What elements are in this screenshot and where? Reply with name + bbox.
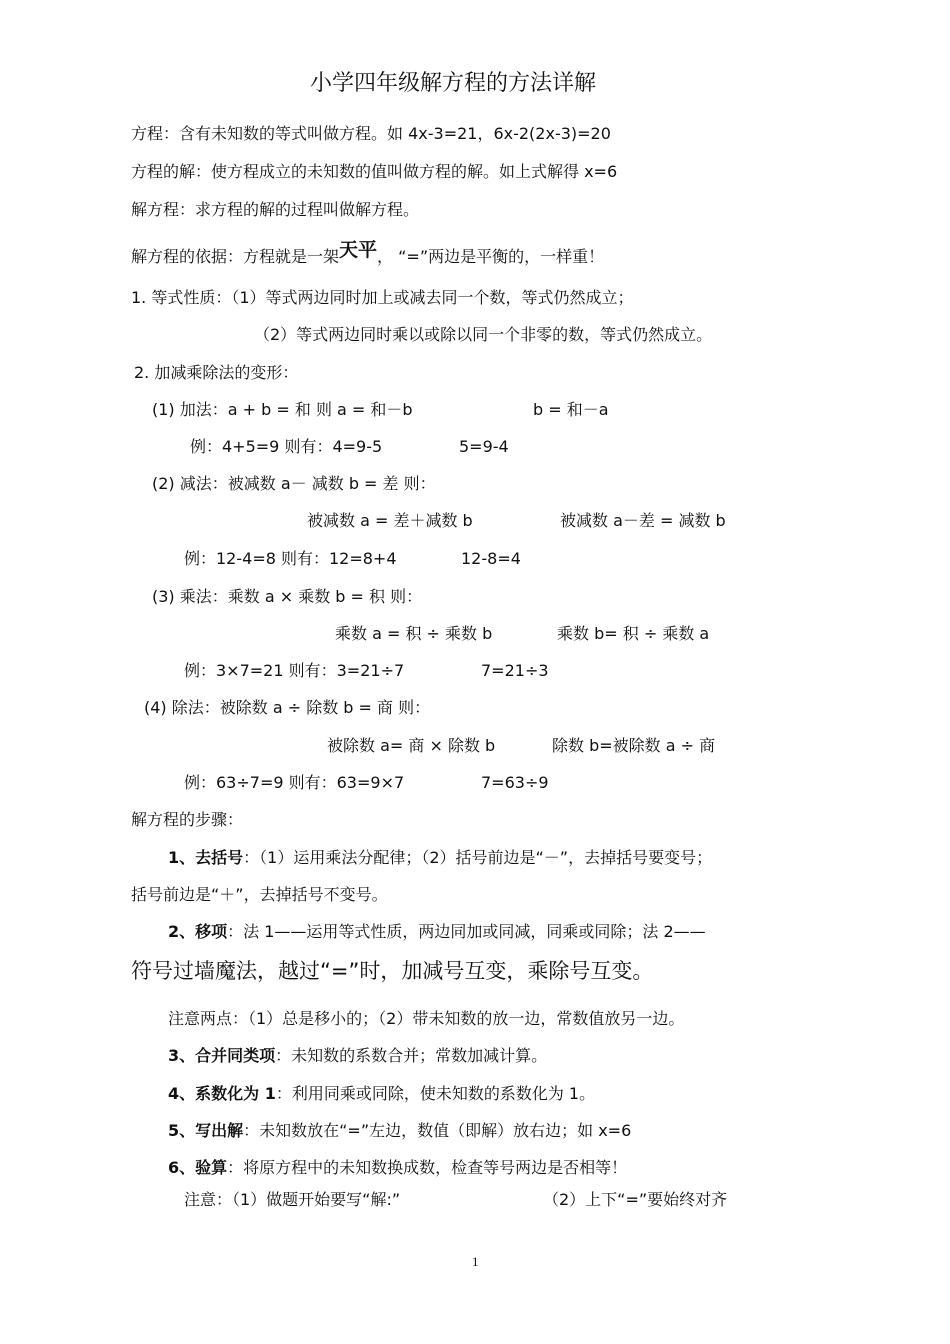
addition-example: 例：4+5=9 则有：4=9-5 [190,437,383,456]
addition-rule-2: b = 和－a [533,400,609,419]
subtraction-derived-2: 被减数 a－差 = 减数 b [560,511,726,530]
definition-equation: 方程：含有未知数的等式叫做方程。如 4x-3=21，6x-2(2x-3)=20 [131,124,611,143]
basis-suffix: ， “=”两边是平衡的，一样重！ [377,247,605,266]
step-1 [168,848,712,868]
division-derived-2: 除数 b=被除数 a ÷ 商 [552,736,716,755]
subtraction-derived-1: 被减数 a = 差＋减数 b [307,511,473,530]
division-example: 例：63÷7=9 则有：63=9×7 [184,773,405,792]
step-5 [168,1121,631,1141]
step-4-label: 4、系数化为 1 [168,1084,276,1103]
final-note-2: （2）上下“=”要始终对齐 [543,1190,728,1209]
subtraction-example-2: 12-8=4 [461,549,521,568]
multiplication-rule: (3) 乘法：乘数 a × 乘数 b = 积 则： [152,587,423,606]
division-rule: (4) 除法：被除数 a ÷ 除数 b = 商 则： [144,698,431,717]
step-3-text: ：未知数的系数合并；常数加减计算。 [275,1046,548,1065]
step-6-text: ：将原方程中的未知数换成数，检查等号两边是否相等！ [227,1158,628,1177]
property-line-2: （2）等式两边同时乘以或除以同一个非零的数，等式仍然成立。 [254,325,713,344]
division-derived-1: 被除数 a= 商 × 除数 b [327,736,496,755]
addition-example-2: 5=9-4 [459,437,509,456]
multiplication-example-2: 7=21÷3 [481,661,549,680]
step-6-label: 6、验算 [168,1158,228,1177]
step-3-label: 3、合并同类项 [168,1046,276,1065]
property-line-1: 1. 等式性质：（1）等式两边同时加上或减去同一个数，等式仍然成立； [131,288,634,307]
section2-heading: 2. 加减乘除法的变形： [134,363,299,382]
step-2-label: 2、移项 [168,922,228,941]
basis-prefix: 解方程的依据：方程就是一架 [131,247,340,266]
step-3 [168,1046,547,1066]
step-1-label: 1、去括号 [168,848,244,867]
definition-basis [131,239,605,266]
steps-heading: 解方程的步骤： [131,810,244,829]
final-note: 注意：（1）做题开始要写“解:” [184,1190,401,1209]
subtraction-rule: (2) 减法：被减数 a－ 减数 b = 差 则： [152,474,436,493]
division-example-2: 7=63÷9 [481,773,549,792]
step-1-text: ：（1）运用乘法分配律；（2）括号前边是“－”，去掉括号要变号； [243,848,713,867]
subtraction-example: 例：12-4=8 则有：12=8+4 [184,549,397,568]
step-2-text: ：法 1——运用等式性质，两边同加或同减，同乘或同除；法 2—— [227,922,706,941]
page-title: 小学四年级解方程的方法详解 [310,71,597,96]
step-4 [168,1084,595,1104]
step-6 [168,1158,627,1178]
definition-solving: 解方程：求方程的解的过程叫做解方程。 [131,200,420,219]
step-5-text: ：未知数放在“=”左边，数值（即解）放右边；如 x=6 [243,1121,632,1140]
definition-solution: 方程的解：使方程成立的未知数的值叫做方程的解。如上式解得 x=6 [131,162,618,181]
page-number: 1 [472,1254,479,1269]
step-1-continued: 括号前边是“＋”，去掉括号不变号。 [131,885,388,904]
multiplication-derived-2: 乘数 b= 积 ÷ 乘数 a [557,624,710,643]
step-2-continued: 符号过墙魔法，越过“=”时，加减号互变，乘除号互变。 [131,959,654,983]
step-2-note: 注意两点：（1）总是移小的；（2）带未知数的放一边，常数值放另一边。 [168,1009,685,1028]
multiplication-example: 例：3×7=21 则有：3=21÷7 [184,661,405,680]
step-5-label: 5、写出解 [168,1121,244,1140]
step-2 [168,922,706,942]
multiplication-derived-1: 乘数 a = 积 ÷ 乘数 b [335,624,493,643]
balance-word: 天平 [339,239,378,261]
step-4-text: ：利用同乘或同除，使未知数的系数化为 1。 [275,1084,596,1103]
addition-rule: (1) 加法：a + b = 和 则 a = 和－b [152,400,413,419]
